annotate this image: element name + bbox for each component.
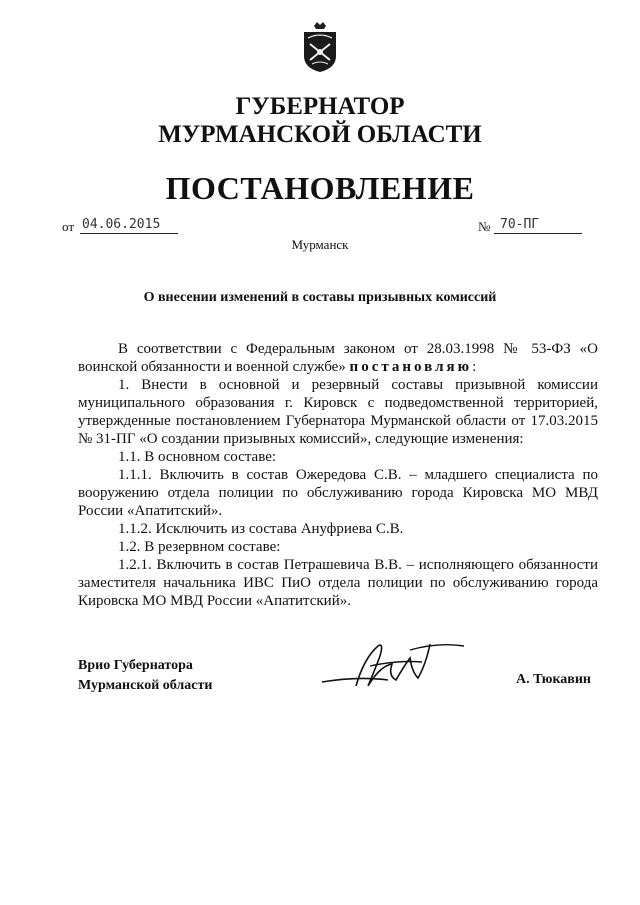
date-prefix: от [62, 219, 75, 234]
intro-end: : [472, 359, 477, 375]
handwritten-signature-icon [318, 636, 468, 694]
signatory-name: А. Тюкавин [516, 672, 591, 687]
item-1-2: 1.2. В резервном составе: [118, 539, 281, 555]
document-body [78, 340, 598, 610]
document-date: 04.06.2015 [82, 217, 161, 232]
issuer-title-line2: МУРМАНСКОЙ ОБЛАСТИ [158, 121, 482, 148]
item-1-1-1: 1.1.1. Включить в состав Ожередова С.В. – младшего специалиста по вооружению отдела полиции по обслуживанию города Кировска МО МВД России «Апатитский». [78, 467, 598, 519]
city-label: Мурманск [291, 237, 349, 252]
signatory-position-line2: Мурманской области [78, 678, 213, 693]
issuer-title-line1: ГУБЕРНАТОР [235, 93, 405, 120]
document-number: 70-ПГ [500, 217, 540, 232]
document-subject: О внесении изменений в составы призывных комиссий [143, 290, 497, 305]
coat-of-arms-icon [300, 20, 340, 74]
decree-word: постановляю [349, 359, 473, 375]
signatory-position-line1: Врио Губернатора [78, 658, 193, 673]
item-1-1: 1.1. В основном составе: [118, 449, 277, 465]
intro-text: В соответствии с Федеральным законом от 28.03.1998 № 53-ФЗ «О воинской обязанности и военной службе» [78, 341, 598, 375]
item-1-1-2: 1.1.2. Исключить из состава Ануфриева С.В. [118, 521, 404, 537]
intro-paragraph [78, 340, 598, 376]
item-1: 1. Внести в основной и резервный составы призывной комиссии муниципального образования г. Кировск с подведомственной территорией, утвержденные постановлением Губернатора Мурманской области от 17.03.2015 № 31-ПГ «О создании призывных комиссий», следующие изменения: [78, 377, 598, 447]
date-underline [80, 233, 178, 234]
signatory-position [78, 656, 212, 696]
item-1-2-1: 1.2.1. Включить в состав Петрашевича В.В. – исполняющего обязанности заместителя начальника ИВС ПиО отдела полиции по обслуживанию города Кировска МО МВД России «Апатитский». [78, 557, 598, 609]
document-type-title: ПОСТАНОВЛЕНИЕ [165, 170, 475, 206]
number-underline [494, 233, 582, 234]
number-prefix: № [478, 219, 491, 234]
